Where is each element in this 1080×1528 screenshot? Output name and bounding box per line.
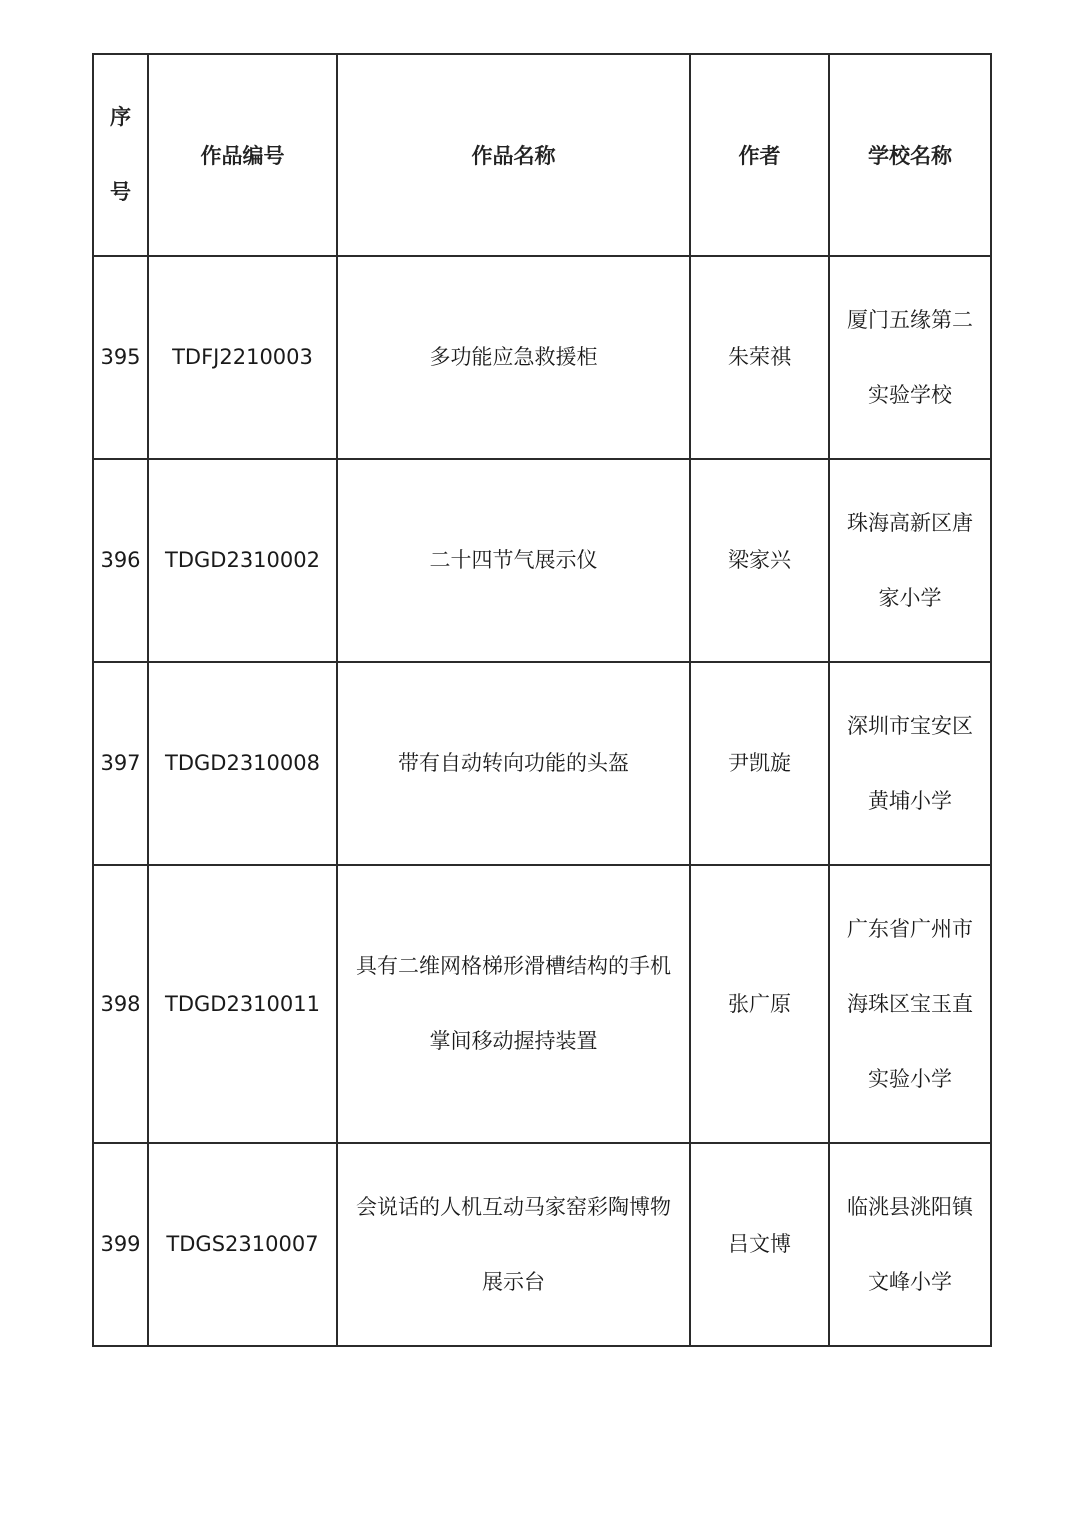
cell-seq: 397 xyxy=(93,662,148,865)
cell-author: 张广原 xyxy=(690,865,829,1143)
cell-author: 朱荣祺 xyxy=(690,256,829,459)
cell-code: TDGD2310011 xyxy=(148,865,337,1143)
cell-title: 带有自动转向功能的头盔 xyxy=(337,662,690,865)
cell-title: 二十四节气展示仪 xyxy=(337,459,690,662)
cell-seq: 399 xyxy=(93,1143,148,1346)
cell-author: 尹凯旋 xyxy=(690,662,829,865)
cell-school: 厦门五缘第二实验学校 xyxy=(829,256,991,459)
cell-code: TDGD2310002 xyxy=(148,459,337,662)
cell-school: 临洮县洮阳镇文峰小学 xyxy=(829,1143,991,1346)
table-row xyxy=(93,1143,991,1346)
award-table xyxy=(92,53,992,1347)
header-author: 作者 xyxy=(690,54,829,256)
table-row xyxy=(93,662,991,865)
cell-title: 多功能应急救援柜 xyxy=(337,256,690,459)
table-row xyxy=(93,256,991,459)
cell-school: 珠海高新区唐家小学 xyxy=(829,459,991,662)
header-row xyxy=(93,54,991,256)
cell-seq: 395 xyxy=(93,256,148,459)
header-seq: 序号 xyxy=(93,54,148,256)
cell-seq: 396 xyxy=(93,459,148,662)
cell-code: TDGS2310007 xyxy=(148,1143,337,1346)
cell-school: 深圳市宝安区黄埔小学 xyxy=(829,662,991,865)
table-row xyxy=(93,865,991,1143)
cell-code: TDGD2310008 xyxy=(148,662,337,865)
cell-author: 梁家兴 xyxy=(690,459,829,662)
document-sheet xyxy=(92,53,990,1347)
table-row xyxy=(93,459,991,662)
cell-title: 具有二维网格梯形滑槽结构的手机掌间移动握持装置 xyxy=(337,865,690,1143)
cell-title: 会说话的人机互动马家窑彩陶博物展示台 xyxy=(337,1143,690,1346)
cell-author: 吕文博 xyxy=(690,1143,829,1346)
cell-seq: 398 xyxy=(93,865,148,1143)
cell-code: TDFJ2210003 xyxy=(148,256,337,459)
header-title: 作品名称 xyxy=(337,54,690,256)
header-code: 作品编号 xyxy=(148,54,337,256)
cell-school: 广东省广州市海珠区宝玉直实验小学 xyxy=(829,865,991,1143)
header-school: 学校名称 xyxy=(829,54,991,256)
